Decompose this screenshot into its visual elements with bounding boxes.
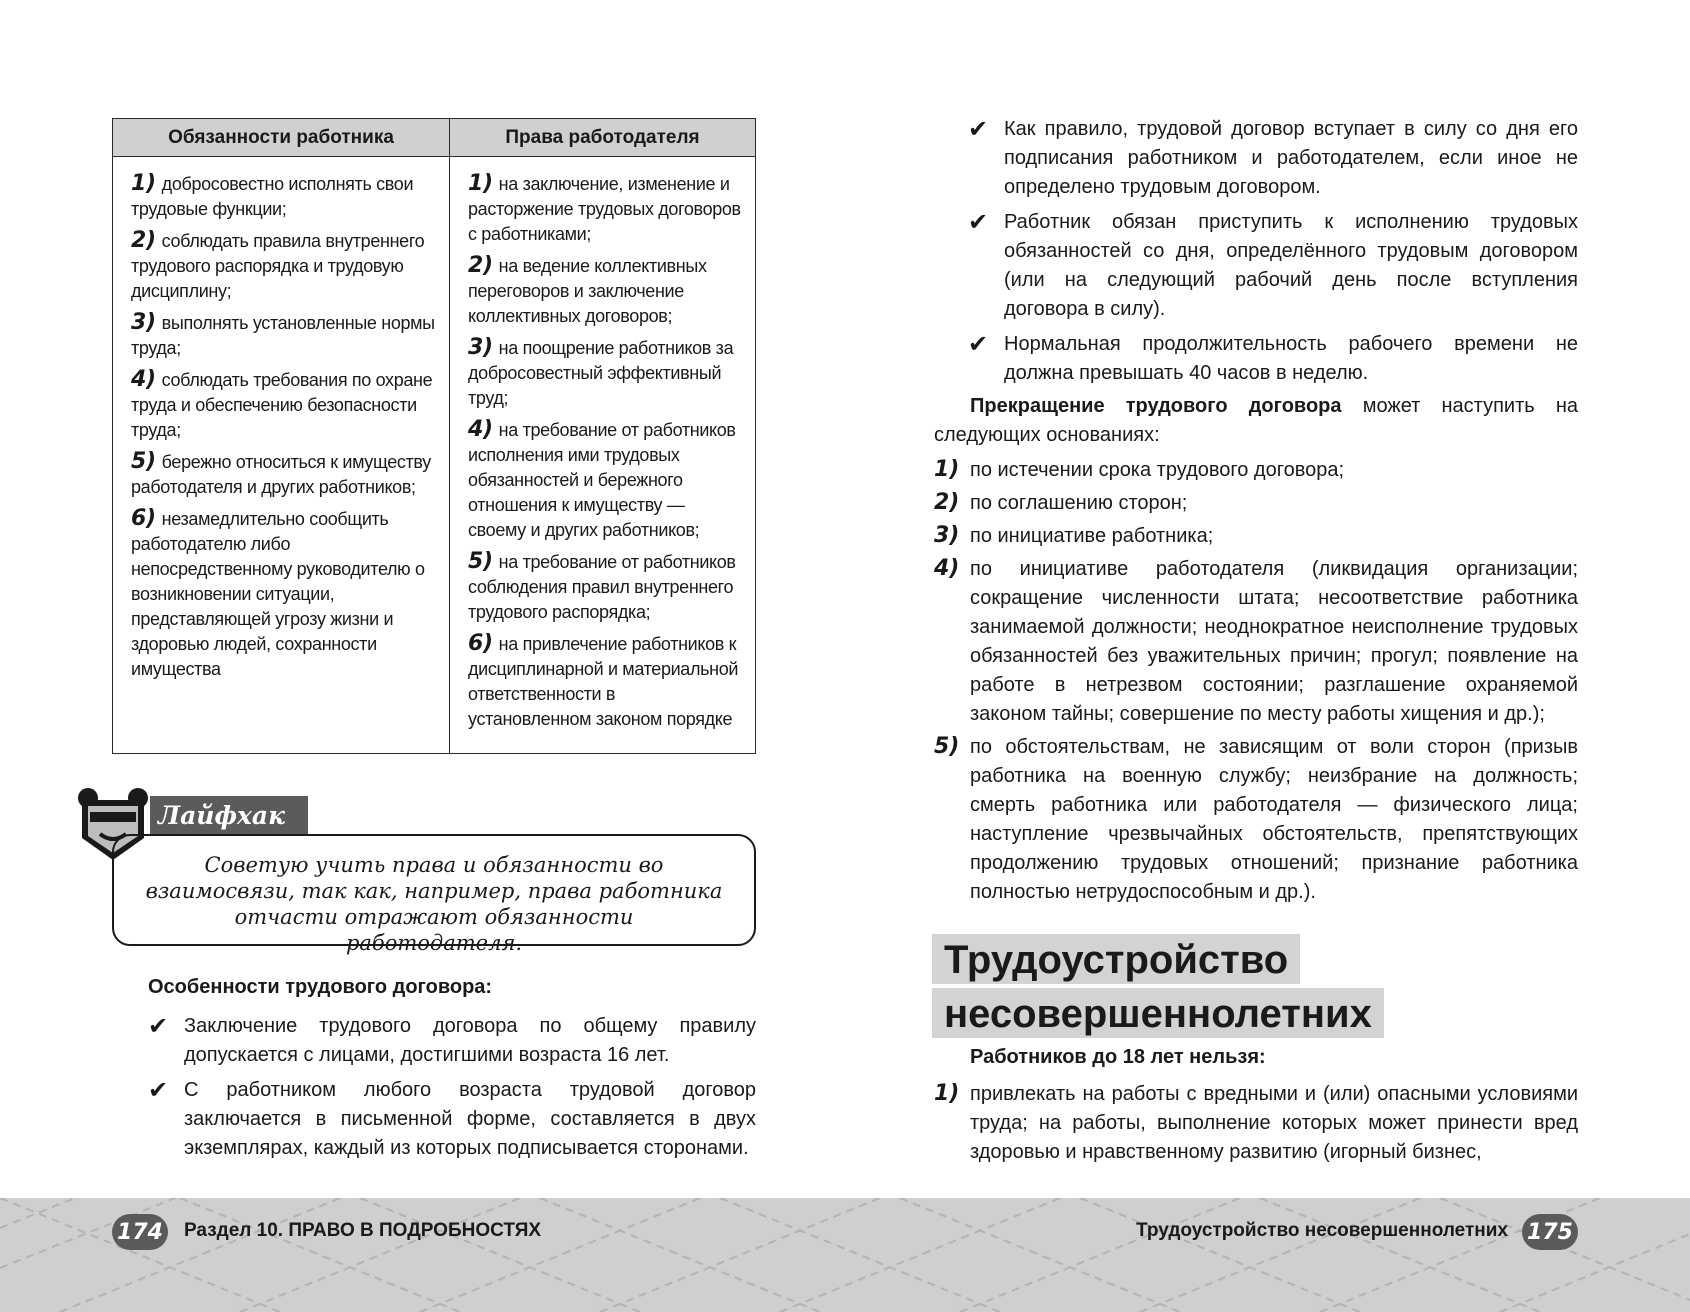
list-item: 3) по инициативе работника; [934, 523, 1214, 548]
list-item: 5) бережно относиться к имуществу работодателя и других работников; [131, 449, 431, 497]
checkmark-icon: ✔ [148, 1076, 169, 1104]
lifehack-label: Лайфхак [150, 796, 308, 834]
table-header-employee-duties: Обязанности работника [113, 119, 450, 157]
termination-grounds-list [934, 456, 1578, 911]
page-number-left: 174 [112, 1214, 168, 1250]
termination-intro: Прекращение трудового договора может наступить на следующих основаниях: [934, 395, 1578, 446]
list-item: ✔ Нормальная продолжительность рабочего времени не должна превышать 40 часов в неделю. [968, 330, 1578, 384]
checkmark-icon: ✔ [968, 208, 989, 236]
list-item: 4) на требование от работников исполнения ими трудовых обязанностей и бережного отношения к имуществу — своему и других работников; [468, 417, 736, 540]
list-item: ✔ Как правило, трудовой договор вступает в силу со дня его подписания работником и работодателем, если иное не определено трудовым договором. [968, 115, 1578, 198]
list-item: 1) привлекать на работы с вредными и (или) опасными условиями труда; на работы, выполнение которых может принести вред здоровью и нравственному развитию (игорный бизнес, [934, 1081, 1578, 1163]
minors-restrictions-list [934, 1080, 1578, 1171]
footer-pattern [0, 1198, 1690, 1312]
list-item: 6) незамедлительно сообщить работодателю либо непосредственному руководителю о возникновении ситуации, представляющей угрозу жизни и здоровью людей, сохранности имущества [131, 506, 425, 679]
employer-rights-column [450, 157, 755, 753]
list-item: ✔ Работник обязан приступить к исполнению трудовых обязанностей со дня, определённого трудовым договором (или на следующий рабочий день после вступления договора в силу). [968, 208, 1578, 320]
employee-duties-column [113, 157, 450, 753]
lifehack-box [112, 834, 756, 955]
list-item: 1) на заключение, изменение и расторжение трудовых договоров с работниками; [468, 171, 741, 244]
list-item: 1) добросовестно исполнять свои трудовые функции; [131, 171, 414, 219]
list-item: 3) выполнять установленные нормы труда; [131, 310, 435, 358]
page-number-right: 175 [1522, 1214, 1578, 1250]
checkmark-icon: ✔ [148, 1012, 169, 1040]
list-item: 1) по истечении срока трудового договора; [934, 457, 1345, 482]
list-item: 5) по обстоятельствам, не зависящим от воли сторон (призыв работника на военную службу; неизбрание на должность; смерть работника или работодателя — физического лица; наступление чрезвычайных обстоятельств, препятствующих продолжению трудовых отношений; признание работника полностью нетрудоспособным и др.). [934, 734, 1578, 903]
left-page [0, 0, 845, 1198]
running-head-left: Раздел 10. ПРАВО В ПОДРОБНОСТЯХ [184, 1220, 542, 1241]
section-title [932, 934, 1384, 1042]
table-header-employer-rights: Права работодателя [450, 119, 755, 157]
section-title-line-1: Трудоустройство [932, 934, 1300, 984]
checkmark-icon: ✔ [968, 115, 989, 143]
contract-facts-list [968, 115, 1578, 394]
list-item: 5) на требование от работников соблюдения правил внутреннего трудового распорядка; [468, 549, 736, 622]
checkmark-icon: ✔ [968, 330, 989, 358]
lifehack-text: Советую учить права и обязанности во взаимосвязи, так как, например, права работника отчасти отражают обязанности работодателя. [145, 853, 723, 955]
list-item: ✔ Заключение трудового договора по общему правилу допускается с лицами, достигшими возраста 16 лет. [148, 1012, 756, 1066]
list-item: ✔ С работником любого возраста трудовой договор заключается в письменной форме, составляется в двух экземплярах, каждый из которых подписывается сторонами. [148, 1076, 756, 1159]
list-item: 6) на привлечение работников к дисциплинарной и материальной ответственности в установленном законом порядке [468, 631, 739, 729]
running-head-right: Трудоустройство несовершеннолетних [1135, 1220, 1508, 1241]
list-item: 2) соблюдать правила внутреннего трудового распорядка и трудовую дисциплину; [131, 228, 425, 301]
list-item: 3) на поощрение работников за добросовестный эффективный труд; [468, 335, 734, 408]
list-item: 2) на ведение коллективных переговоров и заключение коллективных договоров; [468, 253, 707, 326]
page-footer [0, 1198, 1690, 1312]
features-list [148, 1012, 756, 1169]
list-item: 2) по соглашению сторон; [934, 490, 1188, 515]
duties-rights-table [112, 118, 756, 754]
features-heading: Особенности трудового договора: [148, 976, 493, 998]
section-title-line-2: несовершеннолетних [932, 988, 1384, 1038]
list-item: 4) соблюдать требования по охране труда и обеспечению безопасности труда; [131, 367, 433, 440]
minors-heading: Работников до 18 лет нельзя: [970, 1046, 1266, 1068]
list-item: 4) по инициативе работодателя (ликвидация организации; сокращение численности штата; несоответствие работника занимаемой должности; неоднократное неисполнение трудовых обязанностей без уважительных причин; прогул; появление на работе в нетрезвом состоянии; разглашение охраняемой законом тайны; совершение по месту работы хищения и др.); [934, 556, 1578, 725]
